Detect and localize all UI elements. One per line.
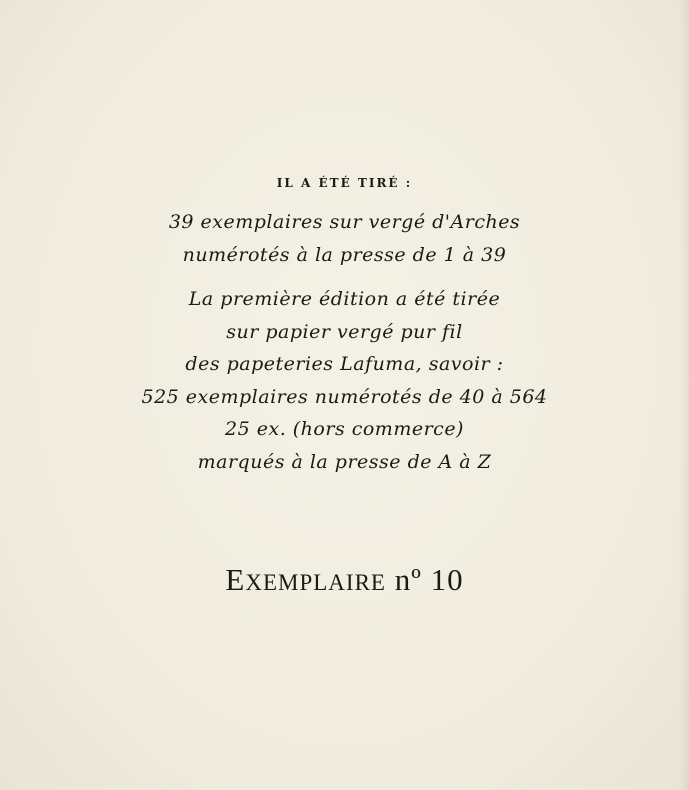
copy-label-initial: E	[225, 562, 246, 597]
colophon-line: 25 ex. (hors commerce)	[225, 418, 464, 440]
colophon-line: des papeteries Lafuma, savoir :	[185, 353, 504, 375]
edition-statement	[0, 283, 689, 478]
colophon-line: numérotés à la presse de 1 à 39	[182, 243, 507, 266]
colophon-line: 39 exemplaires sur vergé d'Arches	[168, 211, 521, 233]
colophon-heading: IL A ÉTÉ TIRÉ :	[276, 176, 413, 190]
copy-number: nº 10	[394, 562, 464, 597]
colophon-line: marqués à la presse de A à Z	[197, 450, 492, 473]
print-run-statement	[0, 206, 689, 271]
colophon-line: La première édition a été tirée	[188, 288, 501, 310]
colophon-line: sur papier vergé pur fil	[226, 320, 463, 343]
copy-number-label	[0, 562, 689, 598]
colophon-line: 525 exemplaires numérotés de 40 à 564	[141, 385, 548, 408]
copy-label-rest: XEMPLAIRE	[245, 570, 386, 595]
